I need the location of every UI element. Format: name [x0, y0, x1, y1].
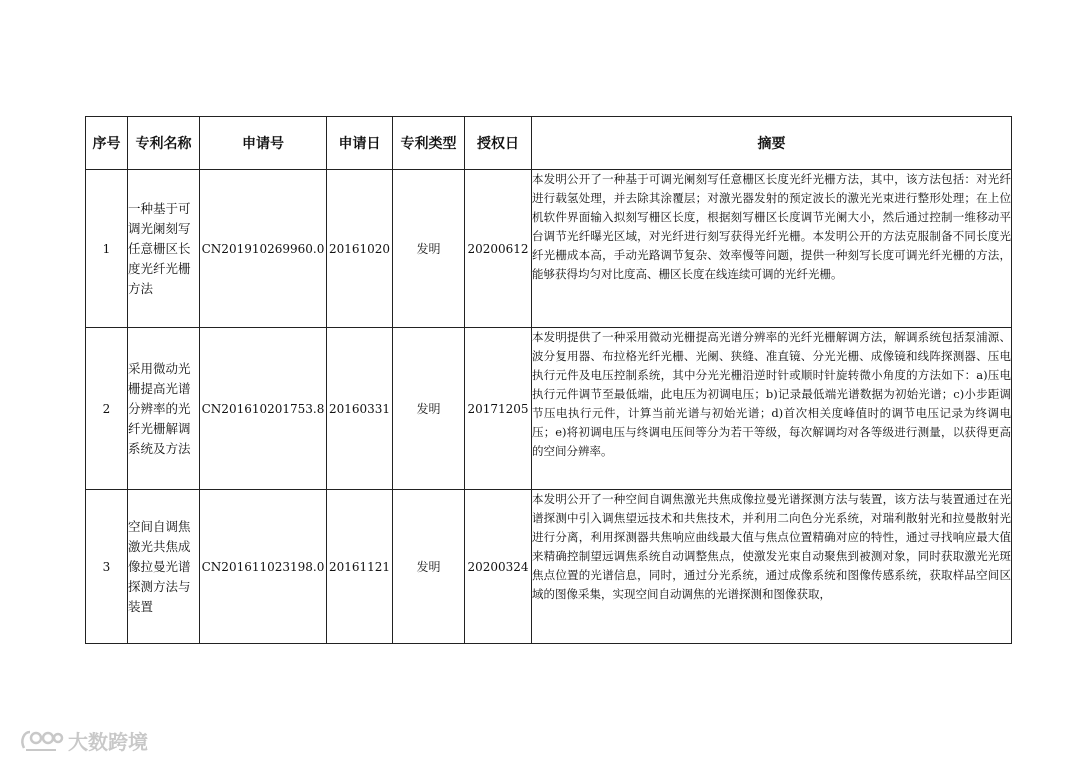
cell-serial: 3 — [86, 490, 128, 644]
cell-application-date: 20161020 — [327, 170, 393, 328]
cell-grant-date: 20171205 — [465, 328, 532, 490]
cell-abstract: 本发明公开了一种空间自调焦激光共焦成像拉曼光谱探测方法与装置，该方法与装置通过在光谱探测中引入调焦望远技术和共焦技术，并利用二向色分光系统，对瑞利散射光和拉曼散射光进行分离，利用探测器共焦响应曲线最大值与焦点位置精确对应的特性，通过寻找响应最大值来精确控制望远调焦系统自动调整焦点，使激发光束自动聚焦到被测对象，同时获取激光光斑焦点位置的光谱信息，同时，通过分光系统，通过成像系统和图像传感系统，获取样品空间区域的图像采集，实现空间自动调焦的光谱探测和图像获取， — [532, 490, 1012, 644]
header-patent-type: 专利类型 — [393, 117, 465, 170]
cell-patent-name: 采用微动光栅提高光谱分辨率的光纤光栅解调系统及方法 — [128, 328, 200, 490]
cell-patent-type: 发明 — [393, 328, 465, 490]
cell-abstract: 本发明提供了一种采用微动光栅提高光谱分辨率的光纤光栅解调方法，解调系统包括泵浦源、波分复用器、布拉格光纤光栅、光阑、狭缝、准直镜、分光光栅、成像镜和线阵探测器、压电执行元件及电压控制系统，其中分光光栅沿逆时针或顺时针旋转微小角度的方法如下：a)压电执行元件调节至最低端，此电压为初调电压；b)记录最低端光谱数据为初始光谱；c)小步距调节压电执行元件，计算当前光谱与初始光谱；d)首次相关度峰值时的调节电压记录为终调电压；e)将初调电压与终调电压间等分为若干等级，每次解调均对各等级进行测量，以获得更高的空间分辨率。 — [532, 328, 1012, 490]
cell-patent-type: 发明 — [393, 170, 465, 328]
header-patent-name: 专利名称 — [128, 117, 200, 170]
cell-application-number: CN201610201753.8 — [200, 328, 327, 490]
watermark — [18, 726, 148, 755]
watermark-logo-icon — [18, 728, 64, 754]
cell-abstract: 本发明公开了一种基于可调光阑刻写任意栅区长度光纤光栅方法，其中，该方法包括：对光纤进行载氢处理，并去除其涂覆层；对激光器发射的预定波长的激光光束进行整形处理；在上位机软件界面输入拟刻写栅区长度，根据刻写栅区长度调节光阑大小，然后通过控制一维移动平台调节光纤曝光区域，对光纤进行刻写获得光纤光栅。本发明公开的方法克服制备不同长度光纤光栅成本高，手动光路调节复杂、效率慢等问题，提供一种刻写长度可调光纤光栅的方法，能够获得均匀对比度高、栅区长度在线连续可调的光纤光栅。 — [532, 170, 1012, 328]
cell-patent-name: 空间自调焦激光共焦成像拉曼光谱探测方法与装置 — [128, 490, 200, 644]
cell-patent-type: 发明 — [393, 490, 465, 644]
cell-application-number: CN201611023198.0 — [200, 490, 327, 644]
table-header-row — [86, 117, 1012, 170]
header-application-date: 申请日 — [327, 117, 393, 170]
watermark-text: 大数跨境 — [68, 730, 148, 754]
table-row — [86, 328, 1012, 490]
cell-serial: 1 — [86, 170, 128, 328]
patent-table — [85, 116, 1012, 644]
table-row — [86, 490, 1012, 644]
cell-patent-name: 一种基于可调光阑刻写任意栅区长度光纤光栅方法 — [128, 170, 200, 328]
header-serial: 序号 — [86, 117, 128, 170]
cell-application-date: 20160331 — [327, 328, 393, 490]
table-row — [86, 170, 1012, 328]
cell-application-date: 20161121 — [327, 490, 393, 644]
header-abstract: 摘要 — [532, 117, 1012, 170]
header-grant-date: 授权日 — [465, 117, 532, 170]
cell-grant-date: 20200612 — [465, 170, 532, 328]
cell-application-number: CN201910269960.0 — [200, 170, 327, 328]
cell-serial: 2 — [86, 328, 128, 490]
cell-grant-date: 20200324 — [465, 490, 532, 644]
header-application-number: 申请号 — [200, 117, 327, 170]
